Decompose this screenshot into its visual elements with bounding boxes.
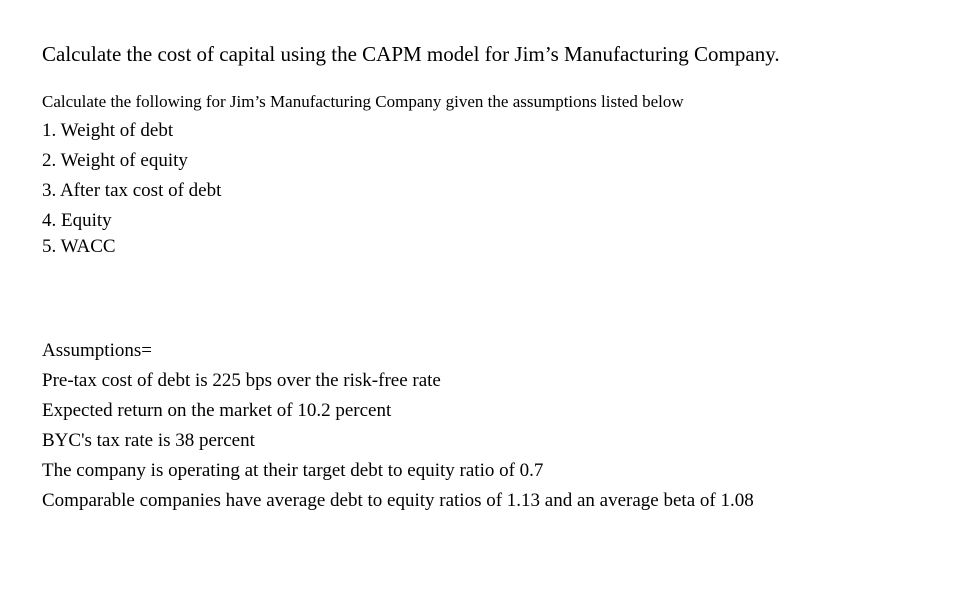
assumption-item: The company is operating at their target debt to equity ratio of 0.7 [42,460,544,481]
task-item: 5. WACC [42,236,116,257]
instructions-text: Calculate the following for Jim’s Manufacturing Company given the assumptions listed below [42,92,684,111]
task-item: 4. Equity [42,210,112,231]
task-item: 1. Weight of debt [42,120,174,141]
task-item: 2. Weight of equity [42,150,188,171]
assumptions-header: Assumptions= [42,340,152,361]
assumption-item: BYC's tax rate is 38 percent [42,430,255,451]
assumption-item: Expected return on the market of 10.2 percent [42,400,392,421]
page-title: Calculate the cost of capital using the CAPM model for Jim’s Manufacturing Company. [42,42,780,66]
assumption-item: Pre-tax cost of debt is 225 bps over the risk-free rate [42,370,441,391]
task-item: 3. After tax cost of debt [42,180,222,201]
assumption-item: Comparable companies have average debt to equity ratios of 1.13 and an average beta of 1.08 [42,490,754,511]
